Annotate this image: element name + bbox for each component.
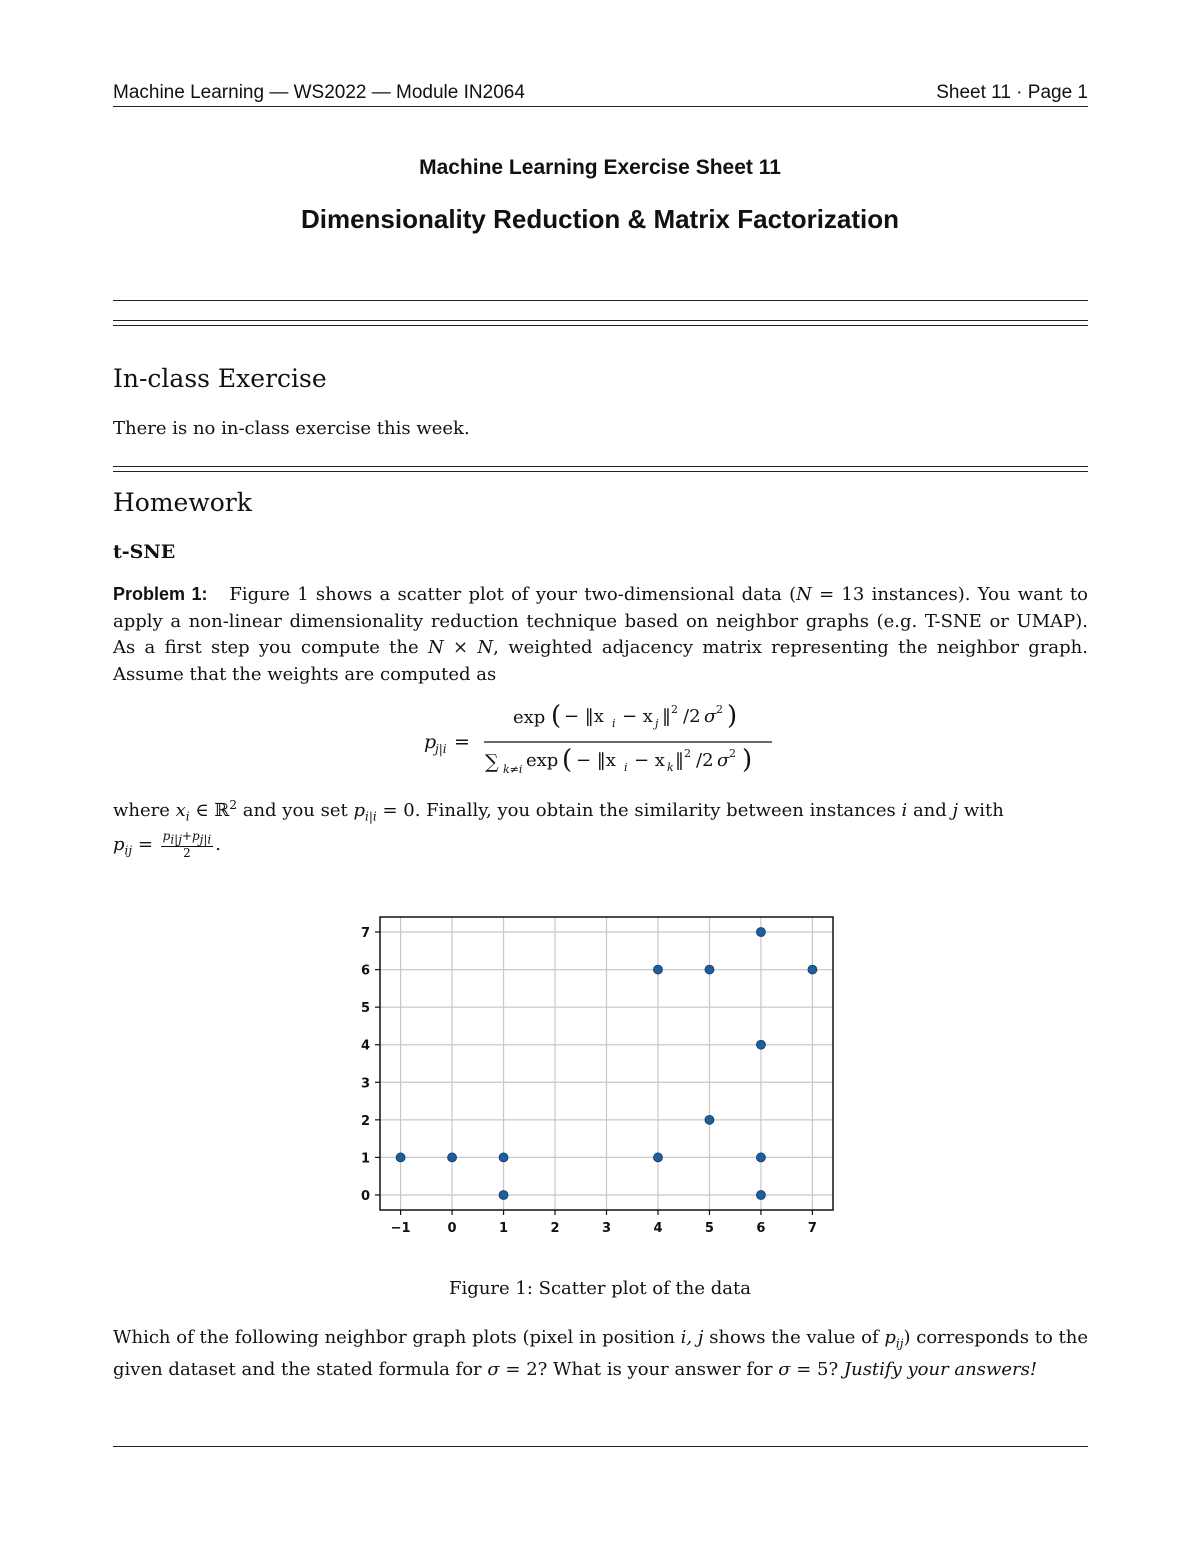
svg-text:σ: σ <box>717 750 730 771</box>
svg-text:2: 2 <box>729 747 736 760</box>
svg-text:p: p <box>424 731 437 753</box>
svg-text:− ‖x: − ‖x <box>564 706 604 727</box>
data-point <box>756 1153 765 1162</box>
data-point <box>653 1153 662 1162</box>
topic-heading: t-SNE <box>113 541 176 563</box>
data-point <box>756 928 765 937</box>
svg-text:− ‖x: − ‖x <box>576 750 616 771</box>
data-point <box>808 965 817 974</box>
svg-text:j|i: j|i <box>435 742 447 756</box>
svg-text:2: 2 <box>671 703 678 716</box>
y-tick-label: 0 <box>360 1188 370 1204</box>
svg-text:2: 2 <box>684 747 691 760</box>
data-point <box>499 1153 508 1162</box>
running-header-left: Machine Learning — WS2022 — Module IN2064 <box>113 82 525 103</box>
homework-heading: Homework <box>113 488 252 517</box>
figure-caption: Figure 1: Scatter plot of the data <box>449 1278 751 1299</box>
svg-text:2: 2 <box>716 703 723 716</box>
svg-text:/2: /2 <box>683 706 701 727</box>
y-tick-label: 5 <box>360 1001 370 1017</box>
header-rule <box>113 106 1088 107</box>
svg-text:): ) <box>727 701 738 731</box>
svg-text:/2: /2 <box>696 750 714 771</box>
data-point <box>705 1115 714 1124</box>
x-tick-label: 2 <box>550 1221 560 1236</box>
svg-text:‖: ‖ <box>662 706 671 727</box>
divider <box>113 466 1088 467</box>
svg-text:σ: σ <box>704 706 717 727</box>
y-tick-label: 7 <box>360 926 370 942</box>
inclass-text: There is no in-class exercise this week. <box>113 418 470 439</box>
similarity-equation <box>0 696 1200 786</box>
data-point <box>653 965 662 974</box>
svg-text:(: ( <box>551 701 562 731</box>
data-point <box>499 1190 508 1199</box>
svg-text:∑: ∑ <box>485 751 499 773</box>
data-point <box>448 1153 457 1162</box>
svg-text:− x: − x <box>622 706 653 727</box>
y-tick-label: 4 <box>360 1038 370 1054</box>
svg-text:(: ( <box>562 745 573 775</box>
divider <box>113 300 1088 301</box>
svg-text:i: i <box>612 717 616 730</box>
x-tick-label: 0 <box>447 1221 457 1236</box>
x-tick-label: 7 <box>807 1221 817 1236</box>
question-text: Which of the following neighbor graph plots (pixel in position i, j shows the value of $p_{ij}$) corresponds to the given dataset and the stated formula for σ = 2? What is your answer for σ = 5? Justify your answers! <box>113 1327 1089 1381</box>
data-point <box>756 1040 765 1049</box>
svg-text:k≠i: k≠i <box>503 763 523 776</box>
x-tick-label: 6 <box>756 1221 766 1236</box>
sheet-title: Machine Learning Exercise Sheet 11 <box>419 156 781 179</box>
x-tick-label: 5 <box>704 1221 714 1236</box>
svg-text:): ) <box>742 745 753 775</box>
problem-text: Problem 1: Figure 1 shows a scatter plot of your two-dimensional data (N = 13 instances). You want to apply a non-linear dimensionality reduction technique based on neighbor graphs (e.g. T-SNE or UMAP). As a first step you compute the N × N, weighted adjacency matrix representing the neighbor graph. Assume that the weights are computed as <box>113 584 1088 685</box>
scatter-plot <box>340 905 860 1245</box>
svg-text:exp: exp <box>526 750 559 771</box>
svg-text:j: j <box>655 717 659 730</box>
running-header-right: Sheet 11 · Page 1 <box>936 82 1088 103</box>
y-tick-label: 2 <box>360 1113 370 1129</box>
divider <box>113 471 1088 472</box>
y-tick-label: 3 <box>360 1076 370 1092</box>
svg-text:k: k <box>667 761 674 774</box>
y-tick-label: 6 <box>360 963 370 979</box>
divider <box>113 325 1088 326</box>
x-tick-label: 3 <box>601 1221 612 1236</box>
problem-label: Problem 1: <box>113 584 208 604</box>
data-point <box>396 1153 405 1162</box>
svg-text:‖: ‖ <box>675 750 684 771</box>
x-tick-label: 4 <box>653 1221 663 1236</box>
divider <box>113 320 1088 321</box>
sheet-subtitle: Dimensionality Reduction & Matrix Factorization <box>300 204 900 234</box>
svg-text:− x: − x <box>634 750 665 771</box>
equation-followup: where $x_i$ ∈ ℝ$^2$ and you set $p_{i|i} = 0$. Finally, you obtain the similarity between instances i and j with $p_{ij}$ = $\frac{p_{i|j}+p_{j|i}}{2}$ . <box>113 798 1004 861</box>
data-point <box>705 965 714 974</box>
footer-rule <box>113 1446 1088 1447</box>
x-tick-label: −1 <box>390 1221 411 1236</box>
svg-text:=: = <box>454 731 470 753</box>
inclass-heading: In-class Exercise <box>113 364 327 393</box>
svg-text:exp: exp <box>513 707 546 728</box>
x-tick-label: 1 <box>499 1221 509 1236</box>
data-point <box>756 1190 765 1199</box>
y-tick-label: 1 <box>360 1151 370 1167</box>
svg-text:i: i <box>624 761 628 774</box>
